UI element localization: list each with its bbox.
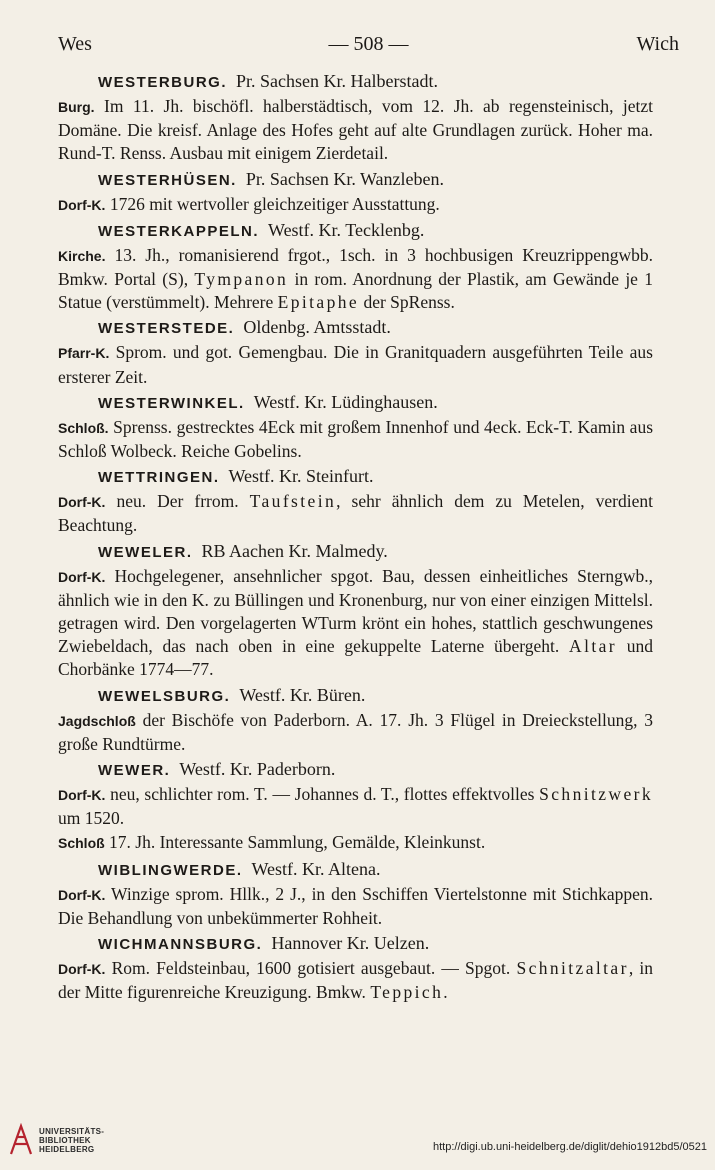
entry-text: [58, 193, 653, 217]
running-head-right: Wich: [636, 33, 679, 55]
region-info: Westf. Kr. Tecklenbg.: [268, 219, 425, 240]
university-seal-icon: [8, 1123, 34, 1157]
entry-heading: [58, 757, 653, 783]
entry-text: [58, 244, 653, 315]
text-segment: in rom. Anordnung der Plastik, am Gewände je 1 Statue (verstümmelt). Mehrere: [58, 269, 653, 313]
entry-heading: [58, 69, 653, 95]
building-type-label: Dorf-K.: [58, 494, 106, 511]
entry-text: [58, 783, 653, 830]
entries-list: [58, 69, 653, 1005]
entry-heading: [58, 683, 653, 709]
text-segment: , in der Mitte figurenreiche Kreuzigung. Bmkw.: [58, 958, 653, 1003]
entry-heading: [58, 218, 653, 244]
building-type-label: Burg.: [58, 99, 95, 115]
text-segment: neu, schlichter rom. T. — Johannes d. T., flottes effektvolles: [105, 784, 540, 805]
place-name: WESTERBURG.: [98, 74, 227, 91]
building-type-label: Dorf-K.: [58, 196, 106, 213]
logo-line: UNIVERSITÄTS-: [39, 1126, 105, 1136]
place-name: WESTERSTEDE.: [98, 320, 235, 338]
artwork-term: Taufstein: [249, 491, 337, 512]
text-segment: neu. Der frrom.: [105, 491, 250, 512]
entry-text: [58, 490, 653, 537]
place-name: WESTERHÜSEN.: [98, 171, 237, 189]
entry-text: [58, 957, 653, 1004]
source-url-link[interactable]: http://digi.ub.uni-heidelberg.de/diglit/dehio1912bd5/0521: [433, 1141, 707, 1153]
text-segment: Rom. Feldsteinbau, 1600 gotisiert ausgebaut. — Spgot.: [105, 958, 517, 979]
text-segment: 17. Jh. Interessante Sammlung, Gemälde, Kleinkunst.: [104, 832, 486, 853]
region-info: Pr. Sachsen Kr. Halberstadt.: [236, 71, 438, 91]
artwork-term: Teppich: [370, 982, 444, 1003]
artwork-term: Schnitzwerk: [539, 784, 653, 805]
running-head-left: Wes: [58, 33, 92, 55]
entry-text: [58, 883, 653, 930]
text-segment: 1726 mit wertvoller gleichzeitiger Ausstattung.: [105, 193, 440, 214]
region-info: Westf. Kr. Steinfurt.: [228, 466, 374, 487]
entry-text: [58, 341, 653, 388]
entry-text: [58, 709, 653, 756]
building-type-label: Dorf-K.: [58, 568, 106, 585]
region-info: Westf. Kr. Lüdinghausen.: [253, 391, 438, 412]
entry-text: [58, 416, 653, 463]
library-logo-text: [39, 1127, 104, 1154]
region-info: Westf. Kr. Altena.: [251, 858, 381, 879]
place-name: WEWELER.: [98, 543, 193, 561]
entry-heading: [58, 857, 653, 883]
entry-heading: [58, 464, 653, 490]
library-logo: [8, 1123, 104, 1157]
building-type-label: Dorf-K.: [58, 886, 106, 903]
building-type-label: Pfarr-K.: [58, 345, 110, 362]
running-head: [58, 33, 679, 61]
text-segment: , sehr ähnlich dem zu Metelen, verdient Beachtung.: [58, 491, 653, 536]
text-segment: Sprom. und got. Gemengbau. Die in Granitquadern ausgeführten Teile aus ersterer Zeit.: [58, 342, 653, 387]
text-segment: Im 11. Jh. bischöfl. halberstädtisch, vom 12. Jh. ab regensteinisch, jetzt Domäne. Die kreisf. Anlage des Hofes geht auf alte Grundlagen zurück. Hoher ma. Rund-T. Renss. Ausbau mit einigem Zierdetail.: [58, 96, 653, 164]
text-segment: Sprenss. gestrecktes 4Eck mit großem Innenhof und 4eck. Eck-T. Kamin aus Schloß Wolbeck. Reiche Gobelins.: [58, 416, 653, 462]
place-name: WEWELSBURG.: [98, 687, 231, 705]
text-segment: um 1520.: [58, 808, 125, 829]
text-segment: Winzige sprom. Hllk., 2 J., in den Sschiffen Viertelstonne mit Stichkappen. Die Behandlung von unbekümmerter Rohheit.: [58, 883, 653, 928]
text-segment: der SpRenss.: [359, 292, 455, 313]
region-info: Pr. Sachsen Kr. Wanzleben.: [245, 168, 445, 189]
entry-text: [58, 565, 653, 682]
artwork-term: Epitaphe: [277, 292, 360, 313]
building-type-label: Kirche.: [58, 247, 106, 264]
region-info: Westf. Kr. Paderborn.: [179, 759, 336, 780]
entry-heading: [58, 390, 653, 416]
region-info: Westf. Kr. Büren.: [239, 684, 366, 705]
artwork-term: Tympanon: [194, 269, 289, 290]
artwork-term: Altar: [569, 636, 617, 657]
building-type-label: Jagdschloß: [58, 712, 136, 729]
entry-text: [58, 831, 653, 855]
entry-heading: [58, 315, 653, 341]
place-name: WEWER.: [98, 762, 171, 780]
entry-heading: [58, 931, 653, 957]
artwork-term: Schnitzaltar: [516, 958, 629, 979]
entry-text: [58, 95, 653, 166]
text-segment: der Bischöfe von Paderborn. A. 17. Jh. 3 Flügel in Dreieckstellung, 3 große Rundtürme.: [58, 709, 653, 754]
logo-line: BIBLIOTHEK: [39, 1135, 91, 1145]
region-info: Hannover Kr. Uelzen.: [271, 933, 430, 954]
region-info: RB Aachen Kr. Malmedy.: [201, 540, 388, 561]
building-type-label: Schloß: [58, 835, 105, 852]
text-segment: .: [443, 982, 448, 1003]
page-number: — 508 —: [328, 33, 409, 55]
entry-heading: [58, 539, 653, 565]
place-name: WICHMANNSBURG.: [98, 936, 263, 954]
text-segment: 13. Jh., romanisierend frgot., 1sch. in 3 hochbusigen Kreuzrippengwbb. Bmkw. Portal (S),: [58, 244, 653, 290]
text-segment: Hochgelegener, ansehnlicher spgot. Bau, dessen einheitliches Sterngwb., ähnlich wie in den K. zu Büllingen und Kronenburg, nur von einer einzigen Mittelsl. getragen wird. Den vorgelagerten WTurm krönt ein hohes, stattlich geschwungenes Zwiebeldach, das nach oben in eine gekuppelte Laterne übergeht.: [58, 565, 653, 657]
building-type-label: Schloß.: [58, 419, 109, 436]
place-name: WESTERKAPPELN.: [98, 222, 260, 240]
entry-heading: [58, 167, 653, 193]
text-segment: und Chorbänke 1774—77.: [58, 636, 653, 680]
place-name: WETTRINGEN.: [98, 469, 220, 487]
region-info: Oldenbg. Amtsstadt.: [243, 317, 391, 338]
logo-line: HEIDELBERG: [39, 1144, 95, 1154]
building-type-label: Dorf-K.: [58, 961, 106, 978]
place-name: WESTERWINKEL.: [98, 394, 245, 412]
building-type-label: Dorf-K.: [58, 787, 106, 804]
place-name: WIBLINGWERDE.: [98, 861, 243, 879]
